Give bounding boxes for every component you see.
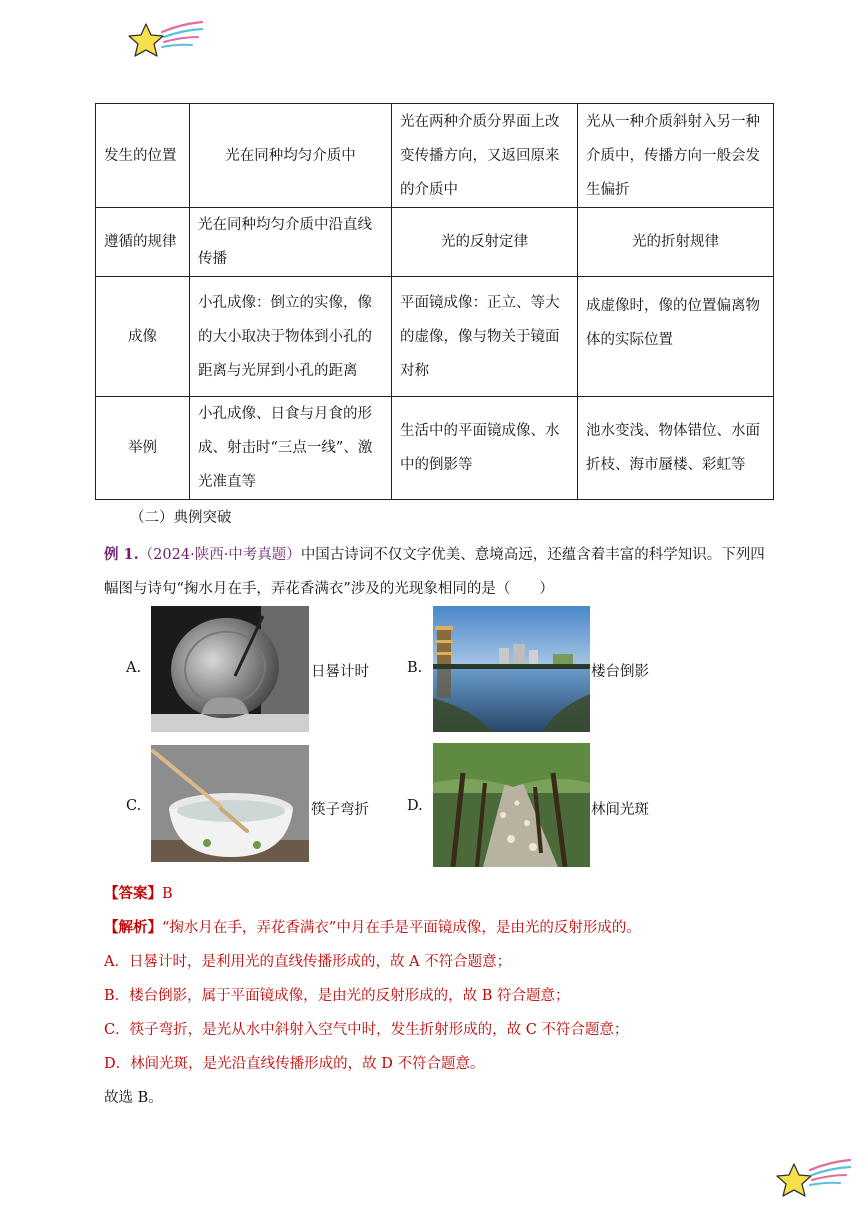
tower-reflection-photo-icon[interactable] [433, 606, 590, 732]
table-cell: 光从一种介质斜射入另一种介质中，传播方向一般会发生偏折 [578, 104, 774, 208]
table-cell: 遵循的规律 [96, 208, 190, 277]
table-cell: 光在两种介质分界面上改变传播方向，又返回原来的介质中 [392, 104, 578, 208]
table-cell: 池水变浅、物体错位、水面折枝、海市蜃楼、彩虹等 [578, 397, 774, 500]
table-cell: 小孔成像、日食与月食的形成、射击时“三点一线”、激光准直等 [190, 397, 392, 500]
option-b-caption: 楼台倒影 [591, 664, 649, 680]
section-title: （二）典例突破 [130, 510, 232, 526]
analysis-line-b: B．楼台倒影，属于平面镜成像，是由光的反射形成的，故 B 符合题意； [104, 988, 570, 1004]
answer-line [104, 882, 173, 903]
question-stem [104, 538, 776, 606]
table-row [96, 208, 774, 277]
table-cell: 成虚像时，像的位置偏离物体的实际位置 [578, 277, 774, 397]
analysis-line-a: A．日晷计时，是利用光的直线传播形成的，故 A 不符合题意； [104, 954, 512, 970]
option-b-letter: B. [407, 660, 423, 676]
question-source: （2024·陕西·中考真题） [138, 547, 301, 563]
table-cell: 举例 [96, 397, 190, 500]
analysis-intro [104, 916, 641, 937]
table-cell: 光的反射定律 [392, 208, 578, 277]
conclusion: 故选 B。 [104, 1090, 163, 1106]
question-text: 中国古诗词不仅文字优美、意境高远，还蕴含着丰富的科学知识。下列四幅图与诗句“掬水月在手，弄花香满衣”涉及的光现象相同的是（ ） [104, 547, 765, 597]
forest-light-photo-icon[interactable] [433, 743, 590, 867]
table-cell: 光在同种均匀介质中沿直线传播 [190, 208, 392, 277]
analysis-intro-text: “掬水月在手，弄花香满衣”中月在手是平面镜成像，是由光的反射形成的。 [162, 920, 641, 936]
answer-value: B [162, 886, 173, 902]
light-phenomena-table [95, 103, 774, 500]
table-cell: 小孔成像：倒立的实像，像的大小取决于物体到小孔的距离与光屏到小孔的距离 [190, 277, 392, 397]
shooting-star-icon [772, 1156, 852, 1202]
option-d-caption: 林间光斑 [591, 802, 649, 818]
table-row [96, 277, 774, 397]
table-row [96, 397, 774, 500]
table-cell: 生活中的平面镜成像、水中的倒影等 [392, 397, 578, 500]
table-row [96, 104, 774, 208]
analysis-label: 【解析】 [104, 919, 162, 936]
analysis-line-d: D．林间光斑，是光沿直线传播形成的，故 D 不符合题意。 [104, 1056, 485, 1072]
answer-label: 【答案】 [104, 885, 162, 902]
table-cell: 平面镜成像：正立、等大的虚像，像与物关于镜面对称 [392, 277, 578, 397]
table-cell: 光在同种均匀介质中 [190, 104, 392, 208]
shooting-star-icon [126, 18, 204, 64]
analysis-line-c: C．筷子弯折，是光从水中斜射入空气中时，发生折射形成的，故 C 不符合题意； [104, 1022, 629, 1038]
option-d-letter: D. [407, 798, 423, 814]
chopstick-bowl-photo-icon[interactable] [151, 745, 309, 862]
table-cell: 成像 [96, 277, 190, 397]
option-a-caption: 日晷计时 [311, 664, 369, 680]
option-c-letter: C. [126, 798, 142, 814]
table-cell: 发生的位置 [96, 104, 190, 208]
sundial-photo-icon[interactable] [151, 606, 309, 732]
option-a-letter: A. [126, 660, 142, 676]
table-cell: 光的折射规律 [578, 208, 774, 277]
question-number: 例 1. [104, 546, 139, 563]
option-c-caption: 筷子弯折 [311, 802, 369, 818]
